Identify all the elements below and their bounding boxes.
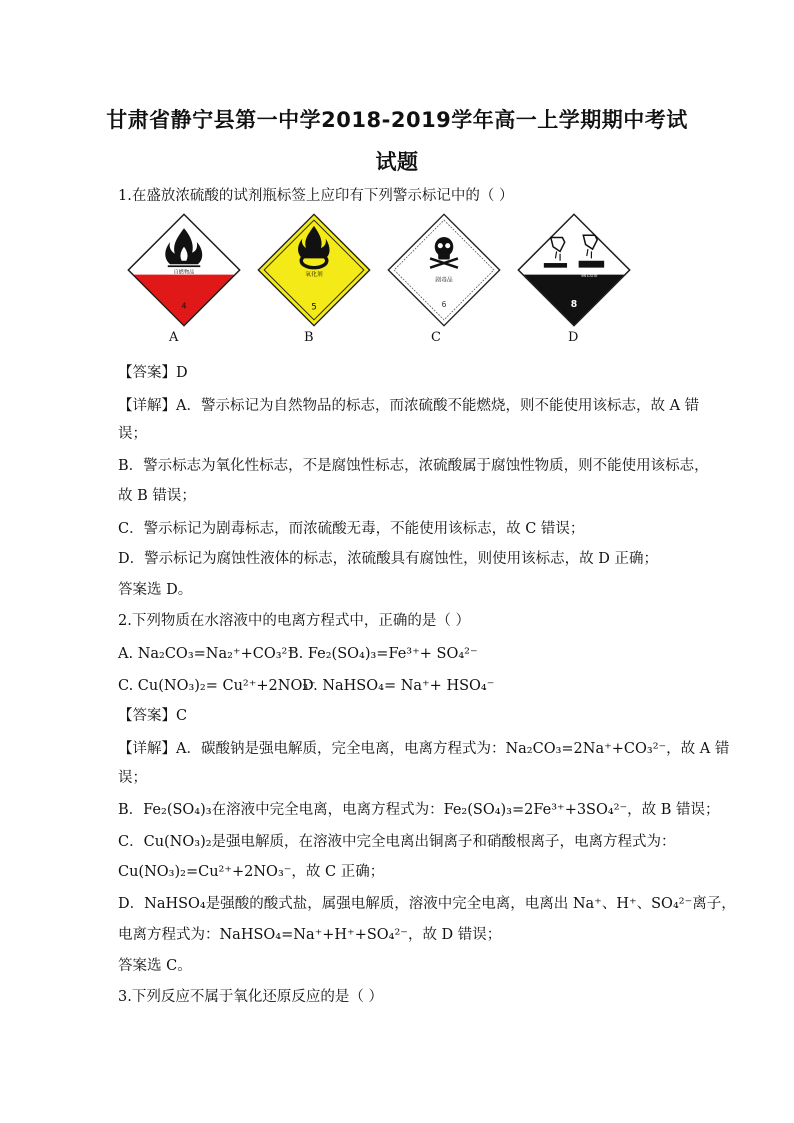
svg-text:5: 5 bbox=[311, 302, 317, 313]
q2-detail-c-line1: C．Cu(NO₃)₂是强电解质，在溶液中完全电离出铜离子和硝酸根离子，电离方程式为： bbox=[118, 834, 676, 850]
q2-option-d: D. NaHSO₄= Na⁺+ HSO₄⁻ bbox=[302, 678, 495, 694]
q2-answer: 【答案】C bbox=[118, 708, 188, 724]
q2-detail-d-line1: D．NaHSO₄是强酸的酸式盐，属强电解质，溶液中完全电离，电离出 Na⁺、H⁺、SO₄²⁻离子， bbox=[118, 896, 736, 912]
q1-detail-b-line2: 故 B 错误； bbox=[118, 488, 196, 504]
q2-option-b: B. Fe₂(SO₄)₃=Fe³⁺+ SO₄²⁻ bbox=[288, 646, 478, 662]
hazard-signs-row bbox=[118, 212, 678, 342]
hazard-sign-b bbox=[256, 212, 372, 328]
document-title-line1: 甘肃省静宁县第一中学2018-2019学年高一上学期期中考试 bbox=[106, 108, 688, 132]
q1-detail-d: D．警示标记为腐蚀性液体的标志，浓硫酸具有腐蚀性，则使用该标志，故 D 正确； bbox=[118, 551, 658, 567]
toxic-skull-sign-icon bbox=[386, 212, 502, 328]
sign-letter-d: D bbox=[568, 330, 579, 345]
oxidizer-sign-icon bbox=[256, 212, 372, 328]
svg-text:自燃物品: 自燃物品 bbox=[173, 269, 195, 276]
hazard-sign-c bbox=[386, 212, 502, 328]
q1-detail-a-line1: 【详解】A．警示标记为自然物品的标志，而浓硫酸不能燃烧，则不能使用该标志，故 A 错 bbox=[118, 398, 700, 414]
sign-letter-c: C bbox=[431, 330, 441, 345]
q2-detail-d-line2: 电离方程式为：NaHSO₄=Na⁺+H⁺+SO₄²⁻，故 D 错误； bbox=[118, 927, 502, 943]
q2-option-c: C. Cu(NO₃)₂= Cu²⁺+2NO₃⁻ bbox=[118, 678, 316, 694]
svg-text:腐蚀品: 腐蚀品 bbox=[580, 272, 598, 279]
q1-answer: 【答案】D bbox=[118, 365, 188, 381]
q1-detail-a-line2: 误； bbox=[118, 426, 147, 442]
q1-detail-b-line1: B．警示标志为氧化性标志，不是腐蚀性标志，浓硫酸属于腐蚀性物质，则不能使用该标志， bbox=[118, 458, 709, 474]
q2-detail-a-line2: 误； bbox=[118, 770, 147, 786]
svg-text:4: 4 bbox=[181, 300, 187, 311]
q1-detail-c: C．警示标记为剧毒标志，而浓硫酸无毒，不能使用该标志，故 C 错误； bbox=[118, 521, 585, 537]
corrosive-sign-icon bbox=[516, 212, 632, 328]
q1-stem: 1.在盛放浓硫酸的试剂瓶标签上应印有下列警示标记中的（ ） bbox=[118, 188, 514, 204]
q2-detail-b: B．Fe₂(SO₄)₃在溶液中完全电离，电离方程式为：Fe₂(SO₄)₃=2Fe³⁺+3SO₄²⁻，故 B 错误； bbox=[118, 802, 720, 818]
sign-letter-b: B bbox=[304, 330, 314, 345]
q2-conclusion: 答案选 C。 bbox=[118, 958, 192, 974]
hazard-sign-d bbox=[516, 212, 632, 328]
svg-text:剧毒品: 剧毒品 bbox=[435, 277, 453, 284]
q3-stem: 3.下列反应不属于氧化还原反应的是（ ） bbox=[118, 989, 383, 1005]
hazard-sign-a bbox=[126, 212, 242, 328]
document-title-line2: 试题 bbox=[375, 150, 419, 174]
sign-letter-a: A bbox=[169, 330, 179, 345]
q2-stem: 2.下列物质在水溶液中的电离方程式中，正确的是（ ） bbox=[118, 613, 470, 629]
svg-text:8: 8 bbox=[570, 299, 578, 311]
q1-conclusion: 答案选 D。 bbox=[118, 582, 193, 598]
spontaneous-combustion-sign-icon bbox=[126, 212, 242, 328]
q2-option-a: A. Na₂CO₃=Na₂⁺+CO₃²⁻ bbox=[118, 646, 295, 662]
q2-detail-c-line2: Cu(NO₃)₂=Cu²⁺+2NO₃⁻，故 C 正确； bbox=[118, 864, 385, 880]
svg-text:氧化剂: 氧化剂 bbox=[305, 271, 323, 278]
svg-text:6: 6 bbox=[441, 300, 447, 310]
q2-detail-a-line1: 【详解】A．碳酸钠是强电解质，完全电离，电离方程式为：Na₂CO₃=2Na⁺+CO₃²⁻，故 A 错 bbox=[118, 741, 730, 757]
